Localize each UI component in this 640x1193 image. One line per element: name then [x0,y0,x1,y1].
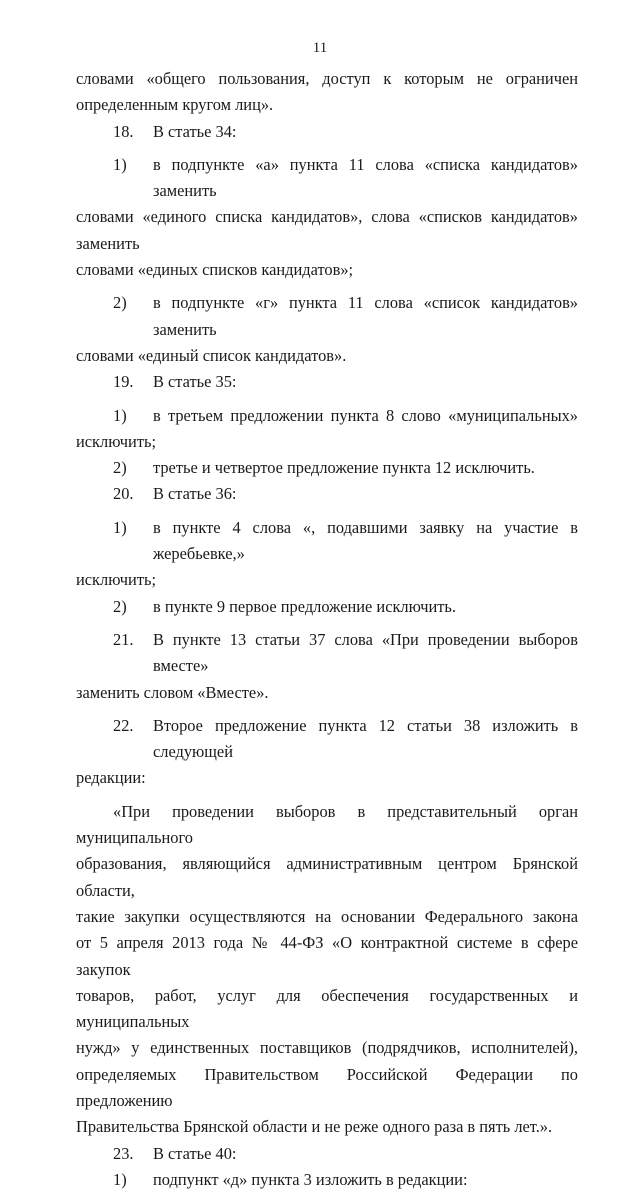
item-number: 1) [113,405,127,425]
text-line: Правительства Брянской области и не реже одного раза в пять лет.». [76,1117,553,1137]
item-number: 21. [113,629,134,649]
item-text: подпункт «д» пункта 3 изложить в редакции: [153,1169,468,1189]
section-19-subitem-2 [76,455,578,481]
text-line: определяемых Правительством Российской Федерации по предложению [76,1064,578,1110]
item-number: 22. [113,715,134,735]
text-line: «При проведении выборов в представительный орган муниципального [76,801,578,848]
text-line: словами «единый список кандидатов». [76,345,347,365]
section-23 [76,1141,578,1167]
item-text: третье и четвертое предложение пункта 12 исключить. [153,458,535,478]
section-20-subitem-1 [76,515,578,594]
document-body [76,66,578,1193]
text-line: исключить; [76,431,157,451]
text-line: словами «единых списков кандидатов»; [76,260,354,280]
item-number: 1) [113,1169,127,1189]
section-19-subitem-1 [76,403,578,456]
item-number: 2) [113,596,127,616]
text-line: такие закупки осуществляются на основании Федерального закона [76,906,578,926]
section-18-subitem-1 [76,152,578,283]
item-text: В статье 35: [153,372,237,392]
item-text: в пункте 4 слова «, подавшими заявку на участие в жеребьевке,» [153,517,578,564]
text-line: образования, являющийся административным центром Брянской области, [76,854,578,900]
paragraph-continuation [76,66,578,119]
item-text: в подпункте «г» пункта 11 слова «список кандидатов» заменить [153,293,578,339]
item-number: 1) [113,517,127,537]
item-text: в подпункте «а» пункта 11 слова «списка кандидатов» заменить [153,154,578,201]
section-18 [76,119,578,145]
text-line: словами «общего пользования, доступ к которым не ограничен [76,69,578,88]
text-line: словами «единого списка кандидатов», слова «списков кандидатов» заменить [76,207,578,253]
item-text: В статье 34: [153,121,237,141]
item-number: 18. [113,121,134,141]
item-text: Второе предложение пункта 12 статьи 38 изложить в следующей [153,715,578,762]
text-line: редакции: [76,768,146,788]
text-line: заменить словом «Вместе». [76,682,269,702]
section-22 [76,713,578,792]
item-number: 2) [113,293,127,313]
text-line: определенным кругом лиц». [76,95,274,115]
quoted-amendment [76,799,578,1141]
section-20 [76,481,578,507]
section-23-subitem-1 [76,1167,578,1193]
item-text: В пункте 13 статьи 37 слова «При проведении выборов вместе» [153,629,578,676]
item-number: 23. [113,1143,134,1163]
section-20-subitem-2 [76,594,578,620]
item-number: 20. [113,484,134,504]
text-line: исключить; [76,570,157,590]
page-number: 11 [312,40,328,56]
text-line: товаров, работ, услуг для обеспечения государственных и муниципальных [76,985,578,1032]
section-19 [76,369,578,395]
text-line: от 5 апреля 2013 года № 44-ФЗ «О контрактной системе в сфере закупок [76,933,578,979]
text-line: нужд» у единственных поставщиков (подрядчиков, исполнителей), [76,1038,578,1058]
item-number: 19. [113,372,134,392]
item-text: в пункте 9 первое предложение исключить. [153,596,456,616]
item-text: В статье 36: [153,484,237,504]
item-number: 2) [113,458,127,478]
item-text: В статье 40: [153,1143,237,1163]
section-18-subitem-2 [76,290,578,369]
item-number: 1) [113,154,127,174]
item-text: в третьем предложении пункта 8 слово «муниципальных» [153,405,578,425]
section-21 [76,627,578,706]
